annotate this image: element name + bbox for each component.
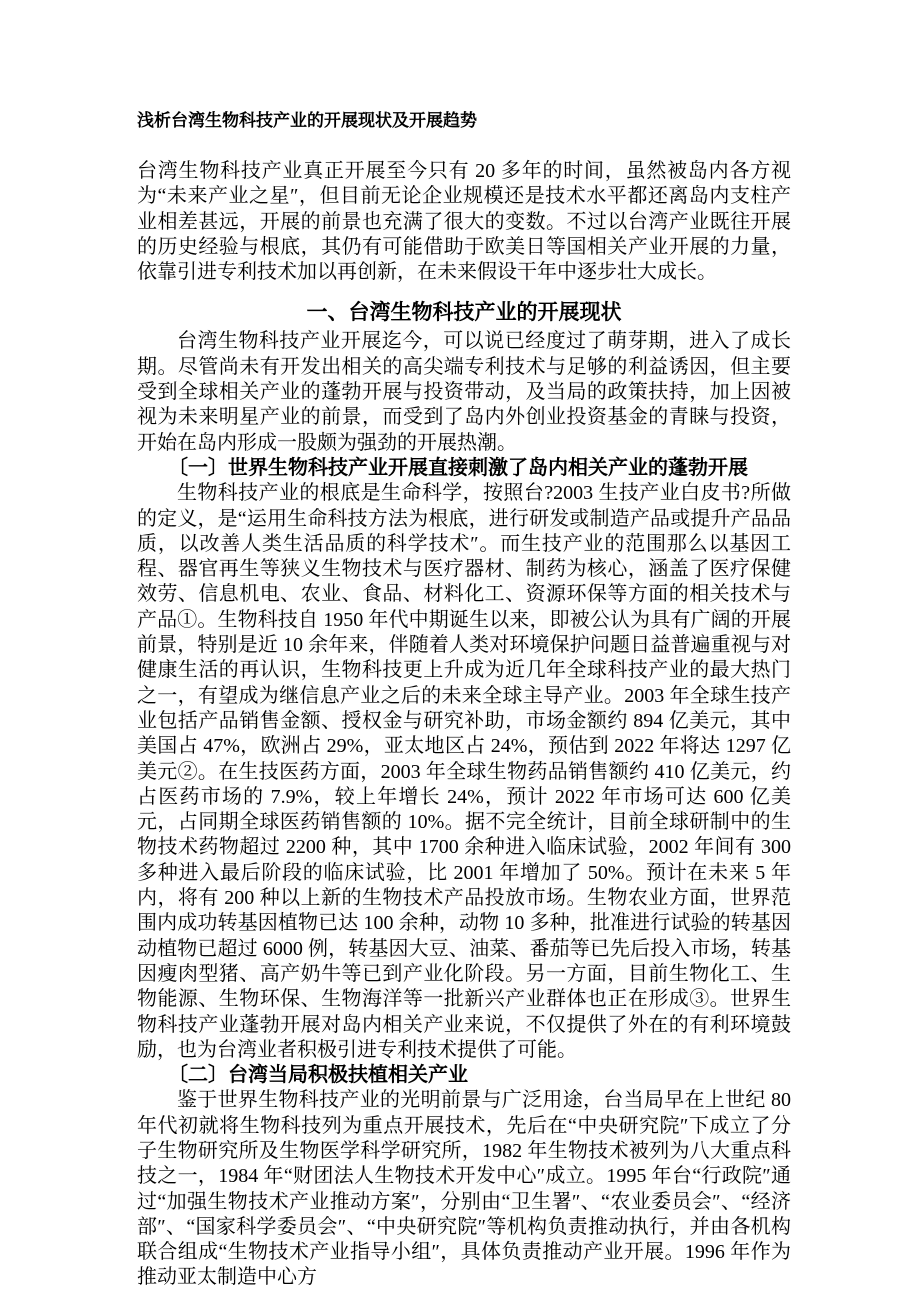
intro-paragraph: 台湾生物科技产业真正开展至今只有 20 多年的时间，虽然被岛内各方视为“未来产业之星″，但目前无论企业规模还是技术水平都还离岛内支柱产业相差甚远，开展的前景也充满了很大的变数。不过以台湾产业既往开展的历史经验与根底，其仍有可能借助于欧美日等国相关产业开展的力量，依靠引进专利技术加以再创新，在未来假设干年中逐步壮大成长。 [137, 160, 791, 284]
subsection-1-paragraph: 生物科技产业的根底是生命科学，按照台?2003 生技产业白皮书?所做的定义，是“运用生命科技方法为根底，进行研发或制造产品或提升产品品质，以改善人类生活品质的科学技术″。而生技产业的范围那么以基因工程、器官再生等狭义生物技术与医疗器材、制药为核心，涵盖了医疗保健效劳、信息机电、农业、食品、材料化工、资源环保等方面的相关技术与产品①。生物科技自 1950 年代中期诞生以来，即被公认为具有广阔的开展前景，特别是近 10 余年来，伴随着人类对环境保护问题日益普遍重视与对健康生活的再认识，生物科技更上升成为近几年全球科技产业的最大热门之一，有望成为继信息产业之后的未来全球主导产业。2003 年全球生技产业包括产品销售金额、授权金与研究补助，市场金额约 894 亿美元，其中美国占 47%，欧洲占 29%，亚太地区占 24%，预估到 2022 年将达 1297 亿美元②。在生技医药方面，2003 年全球生物药品销售额约 410 亿美元，约占医药市场的 7.9%，较上年增长 24%，预计 2022 年市场可达 600 亿美元，占同期全球医药销售额的 10%。据不完全统计，目前全球研制中的生物技术药物超过 2200 种，其中 1700 余种进入临床试验，2002 年间有 300 多种进入最后阶段的临床试验，比 2001 年增加了 50%。预计在未来 5 年内，将有 200 种以上新的生物技术产品投放市场。生物农业方面，世界范围内成功转基因植物已达 100 余种，动物 10 多种，批准进行试验的转基因动植物已超过 6000 例，转基因大豆、油菜、番茄等已先后投入市场，转基因瘦肉型猪、高产奶牛等已到产业化阶段。另一方面，目前生物化工、生物能源、生物环保、生物海洋等一批新兴产业群体也正在形成③。世界生物科技产业蓬勃开展对岛内相关产业来说，不仅提供了外在的有利环境鼓励，也为台湾业者积极引进专利技术提供了可能。 [137, 482, 791, 1061]
subsection-2-heading: 〔二〕台湾当局积极扶植相关产业 [168, 1064, 468, 1087]
section-1-lead-paragraph: 台湾生物科技产业开展迄今，可以说已经度过了萌芽期，进入了成长期。尽管尚未有开发出相关的高尖端专利技术与足够的利益诱因，但主要受到全球相关产业的蓬勃开展与投资带动，及当局的政策扶持，加上因被视为未来明星产业的前景，而受到了岛内外创业投资基金的青睐与投资，开始在岛内形成一股颇为强劲的开展热潮。 [137, 330, 791, 454]
subsection-2-paragraph: 鉴于世界生物科技产业的光明前景与广泛用途，台当局早在上世纪 80 年代初就将生物科技列为重点开展技术，先后在“中央研究院″下成立了分子生物研究所及生物医学科学研究所，1982 年生物技术被列为八大重点科技之一，1984 年“财团法人生物技术开发中心″成立。1995 年台“行政院″通过“加强生物技术产业推动方案″，分别由“卫生署″、“农业委员会″、“经济部″、“国家科学委员会″、“中央研究院″等机构负责推动执行，并由各机构联合组成“生物技术产业指导小组″，具体负责推动产业开展。1996 年作为推动亚太制造中心方 [137, 1089, 791, 1289]
document-body [137, 110, 791, 1291]
document-title: 浅析台湾生物科技产业的开展现状及开展趋势 [137, 111, 477, 130]
section-1-heading: 一、台湾生物科技产业的开展现状 [306, 301, 622, 325]
subsection-1-heading: 〔一〕世界生物科技产业开展直接刺激了岛内相关产业的蓬勃开展 [168, 456, 748, 479]
